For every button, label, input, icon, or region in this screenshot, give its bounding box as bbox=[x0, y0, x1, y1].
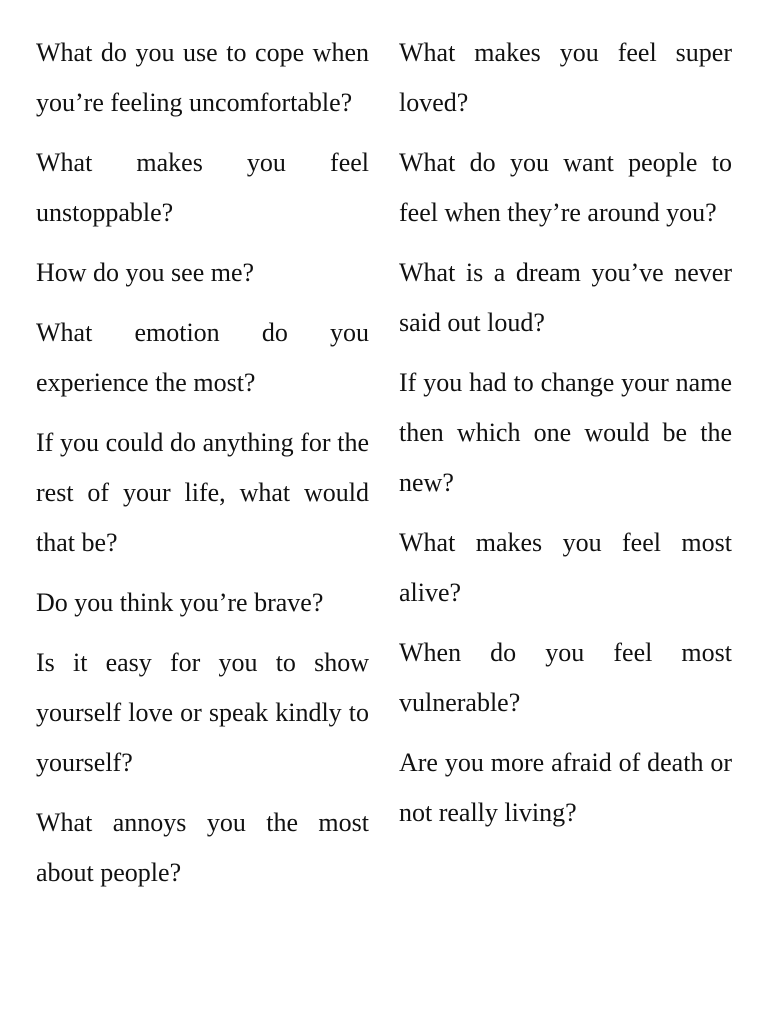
question-item: Is it easy for you to show yourself love or speak kindly to yourself? bbox=[36, 648, 369, 777]
left-question-column bbox=[36, 28, 369, 908]
question-item: Are you more afraid of death or not really living? bbox=[399, 748, 732, 827]
question-item: When do you feel most vulnerable? bbox=[399, 638, 732, 717]
question-item: What annoys you the most about people? bbox=[36, 808, 369, 887]
question-item: What makes you feel unstoppable? bbox=[36, 148, 369, 227]
question-item: Do you think you’re brave? bbox=[36, 588, 324, 617]
right-question-column bbox=[399, 28, 732, 908]
question-item: If you could do anything for the rest of your life, what would that be? bbox=[36, 428, 369, 557]
question-item: How do you see me? bbox=[36, 258, 255, 287]
question-item: If you had to change your name then which one would be the new? bbox=[399, 368, 732, 497]
question-item: What makes you feel super loved? bbox=[399, 38, 732, 117]
question-item: What do you want people to feel when they’re around you? bbox=[399, 148, 732, 227]
question-page bbox=[36, 28, 732, 908]
question-item: What is a dream you’ve never said out loud? bbox=[399, 258, 732, 337]
question-item: What do you use to cope when you’re feeling uncomfortable? bbox=[36, 38, 369, 117]
question-item: What emotion do you experience the most? bbox=[36, 318, 369, 397]
question-item: What makes you feel most alive? bbox=[399, 528, 732, 607]
